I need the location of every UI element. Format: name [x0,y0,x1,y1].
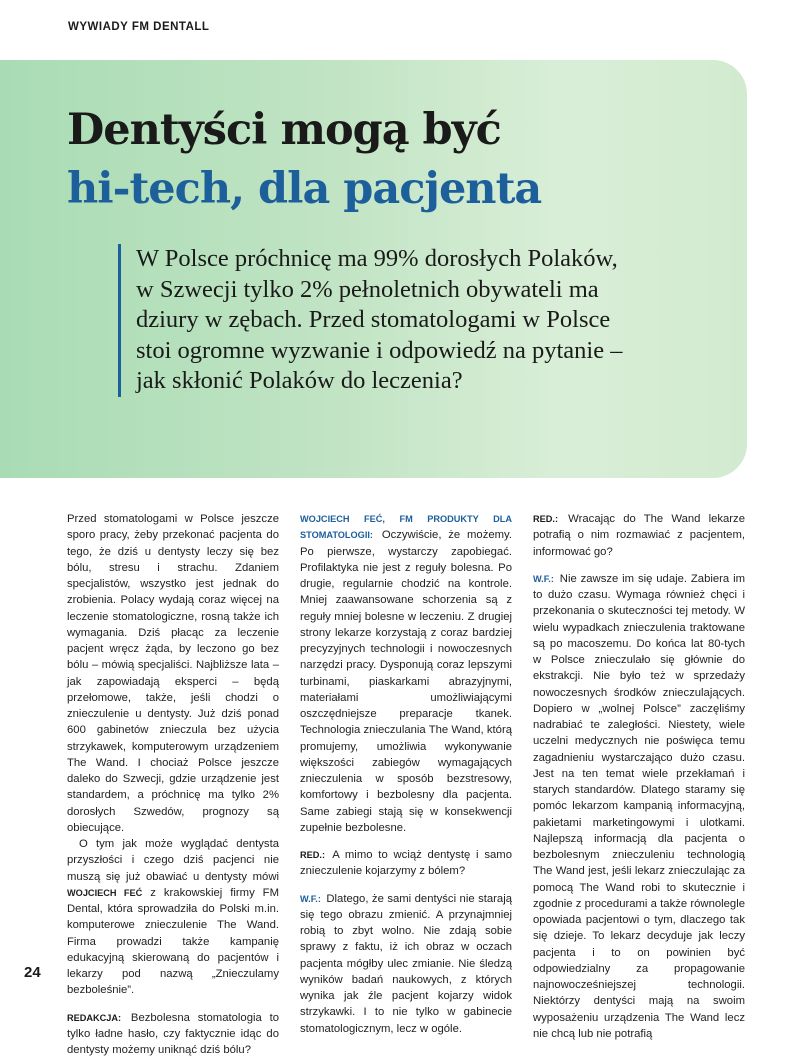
question-text: Bezbolesna stomatologia to tylko ładne hasło, czy faktycznie idąc do dentysty możemy uniknąć dziś bólu? [67,1012,279,1057]
lead-paragraph [118,244,636,397]
speaker-label: RED.: [533,514,558,524]
speaker-label: REDAKCJA: [67,1013,121,1023]
question-3 [533,511,745,560]
article-title-line-1: Dentyści mogą być [67,104,501,156]
text-column-1 [67,511,279,1058]
text-column-2 [300,511,512,1037]
answer-1 [300,511,512,836]
answer-2 [300,891,512,1037]
body-text: z krakowskiej firmy FM Dental, która sprowadziła do Polski m.in. komputerowe znieczulenie The Wand. Firma prowadzi także kampanię edukacyjną skierowaną do pacjentów i lekarzy pod nazwą „Znieczulamy bezboleśnie”. [67,887,279,997]
page-number: 24 [24,964,41,981]
speaker-label: W.F.: [533,574,554,584]
question-text: A mimo to wciąż dentystę i samo znieczulenie kojarzymy z bólem? [300,849,512,877]
speaker-label: WOJCIECH FEĆ, FM PRODUKTY DLA STOMATOLOGII: [300,514,512,540]
intro-paragraph-2 [67,836,279,999]
interviewee-name: WOJCIECH FEĆ [67,888,142,898]
question-text: Wracając do The Wand lekarze potrafią o nim rozmawiać z pacjentem, informować go? [533,513,745,558]
text-column-3 [533,511,745,1042]
speaker-label: W.F.: [300,894,321,904]
answer-3 [533,571,745,1042]
answer-text: Oczywiście, że możemy. Po pierwsze, wystarczy zapobiegać. Profilaktyka nie jest z reguły bolesna. Po drugie, regularnie chodzić na kontrole. Mniej zaawansowane schorzenia są z reguły mniej bolesne w leczeniu. Z drugiej strony lekarze korzystają z coraz bardziej precyzyjnych technologii i nowoczesnych narzędzi pracy. Dysponują coraz lepszymi turbinami, piaskarkami abrazyjnymi, materiałami umożliwiającymi oszczędniejsze preparacje tkanek. Technologia znieczulania The Wand, którą promujemy, umożliwia wykonywanie większości zabiegów wymagających znieczulenia w sposób bezstresowy, komfortowy i bezbolesny dla pacjenta. Same zabiegi stają się w konsekwencji zupełnie bezbolesne. [300,529,512,834]
question-1 [67,1010,279,1058]
article-title-line-2: hi-tech, dla pacjenta [67,163,541,215]
section-label: WYWIADY FM DENTALL [68,21,209,33]
intro-paragraph: Przed stomatologami w Polsce jeszcze sporo pracy, żeby przekonać pacjenta do tego, że dziś u dentysty leczy się bez bólu, stresu i strachu. Zdaniem specjalistów, wszystko jest jednak do zrobienia. Polacy wydają coraz więcej na leczenie stomatologiczne, rosną także ich wymagania. Dziś płacąc za leczenie pacjent wręcz żąda, by leczono go bez bólu – mówią specjaliści. Najbliższe lata – jak zapowiadają eksperci – będą przełomowe, także, jeśli chodzi o znieczulenie u dentysty. Już dziś ponad 600 gabinetów znieczula bez użycia strzykawek, komputerowym urządzeniem The Wand. I chociaż Polsce jeszcze daleko do Szwecji, gdzie urządzenie jest standardem, a próchnicę ma tylko 2% dorosłych Szwedów, prognozy są obiecujące. [67,511,279,836]
speaker-label: RED.: [300,850,325,860]
answer-text: Nie zawsze im się udaje. Zabiera im to dużo czasu. Wymaga również chęci i przekonania o skuteczności tej metody. W wielu wypadkach znieczulenia traktowane są po macoszemu. Do końca lat 80-tych w Polsce znieczulało się głównie do ekstrakcji. Nie było też w sprzedaży nowoczesnych środków znieczulających. Dopiero w „wolnej Polsce” zaczęliśmy nadrabiać te zaległości. Niestety, wiele uczelni medycznych nie poświęca temu zagadnieniu wystarczająco dużo czasu. Jest na ten temat wiele przekłamań i starych standardów. Dlatego staramy się pomóc lekarzom kampanią informacyjną, pakietami marketingowymi i ulotkami. Najlepszą informacją dla pacjenta o bezbolesnym znieczuleniu technologią The Wand jest, jeśli lekarz znieczulając za pomocą The Wand robi to skutecznie i zgodnie z procedurami a także równolegle opowiada pacjentowi o tym, dlaczego tak się dzieje. To lekarz decyduje jak leczy pacjenta i to on powinien być odpowiedzialny za propagowanie najnowocześniejszej technologii. Niektórzy dentyści mają na swoim wyposażeniu urządzenia The Wand lecz nie chcą lub nie potrafią [533,573,745,1040]
answer-text: Dlatego, że sami dentyści nie starają się tego obrazu zmienić. A przynajmniej robią to zbyt wolno. Nie zdają sobie sprawy z faktu, iż ich obraz w oczach pacjenta mógłby ulec zmianie. Nie śledzą wyników badań naukowych, z których wynika jak źle pacjent kojarzy widok strzykawki. I to nie tylko w gabinecie stomatologicznym, lecz w ogóle. [300,893,512,1035]
question-2 [300,847,512,880]
body-text: O tym jak może wyglądać dentysta przyszłości i czego dziś pacjenci nie muszą się już obawiać u dentysty mówi [67,838,279,883]
lead-text: W Polsce próchnicę ma 99% dorosłych Polaków, w Szwecji tylko 2% pełnoletnich obywateli ma dziury w zębach. Przed stomatologami w Polsce stoi ogromne wyzwanie i odpowiedź na pytanie – jak skłonić Polaków do leczenia? [136,244,636,397]
